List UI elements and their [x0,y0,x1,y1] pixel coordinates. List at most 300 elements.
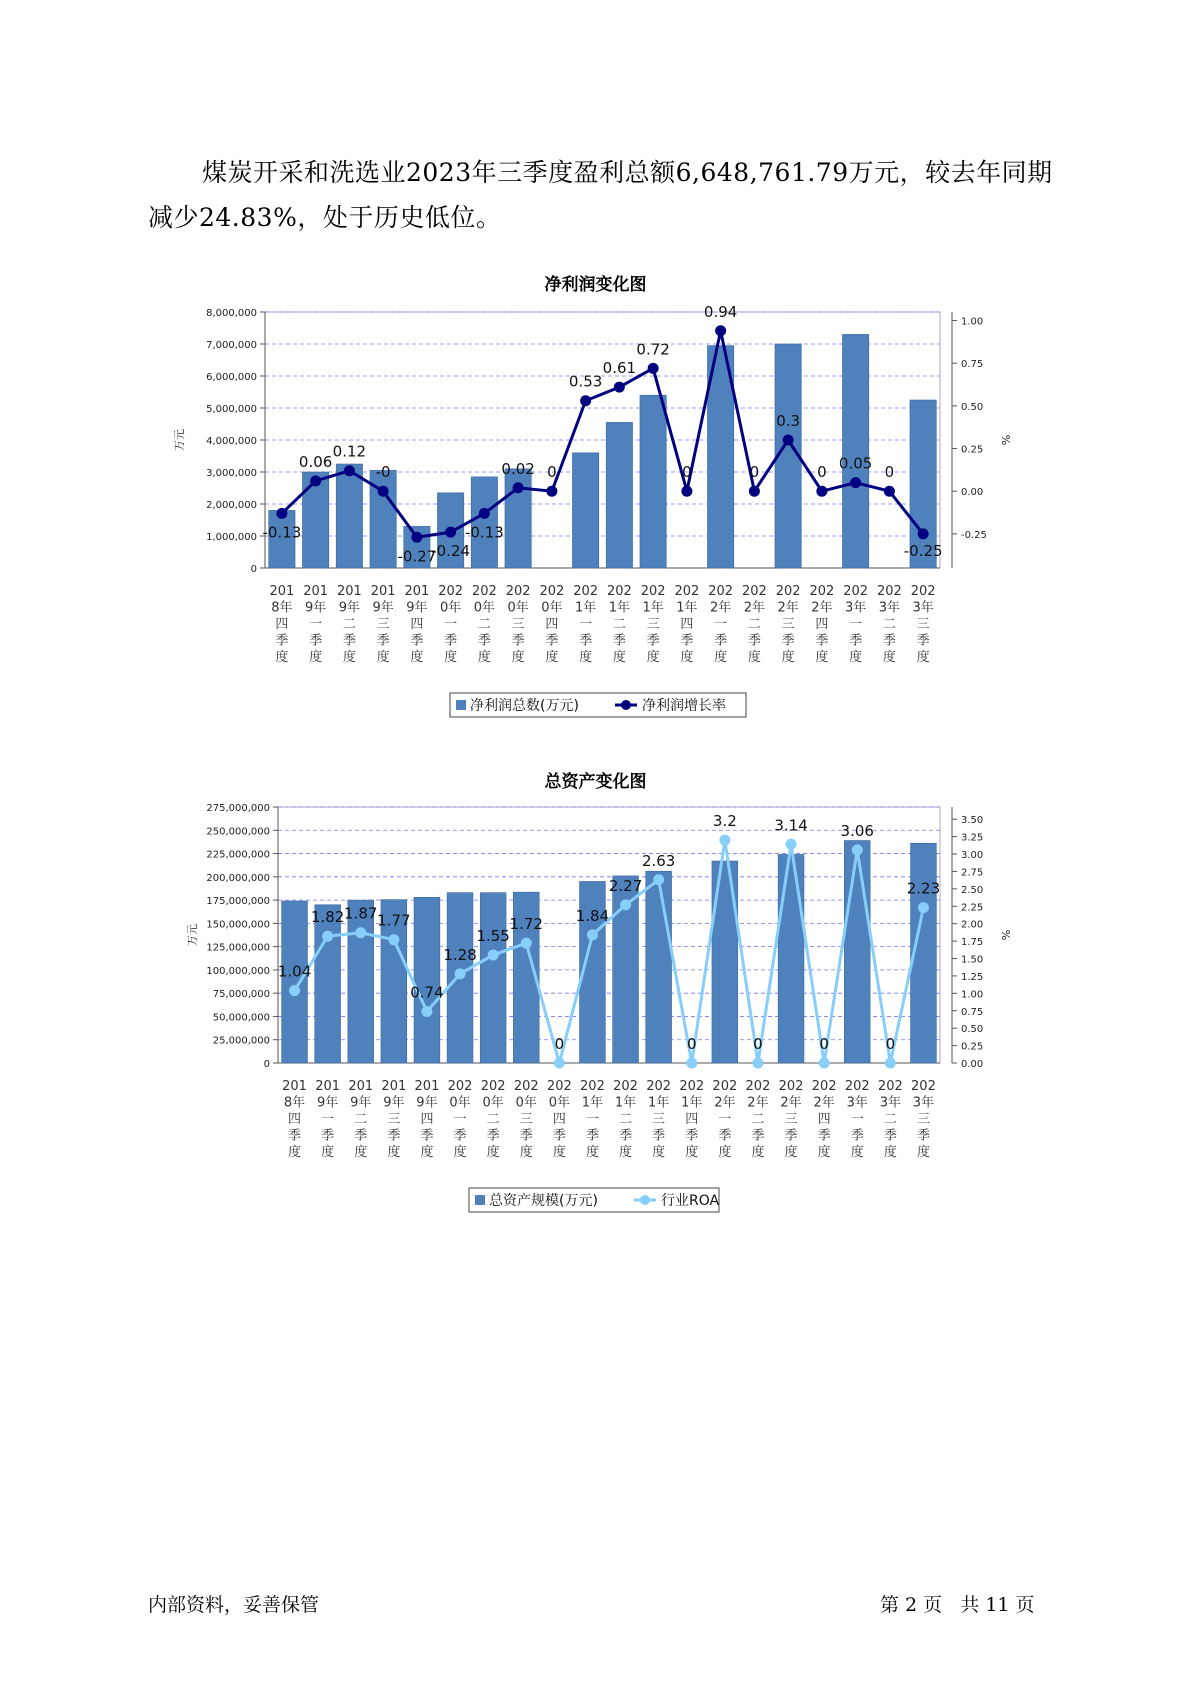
y2-tick-label: 2.00 [961,919,984,931]
x-tick-label: 季 [718,1128,732,1144]
data-label: 1.72 [509,915,543,934]
x-tick-label: 度 [477,650,491,665]
x-tick-label: 三 [511,617,525,632]
x-tick-label: 度 [410,650,424,665]
x-tick-label: 季 [519,1128,533,1144]
x-tick-label: 季 [916,633,930,649]
data-label: 3.14 [774,816,808,835]
x-tick-label: 3年 [844,600,867,616]
x-tick-label: 2年 [709,600,732,616]
x-tick-label: 季 [453,1128,467,1144]
line-point [388,934,399,945]
y-axis-title: 万元 [173,429,186,451]
summary-text: 煤炭开采和洗选业2023年三季度盈利总额6,648,761.79万元，较去年同期减少24.83%，处于历史低位。 [148,158,1053,232]
x-tick-label: 季 [747,633,761,649]
x-tick-label: 201 [381,1079,407,1094]
summary-paragraph [148,150,1053,240]
x-tick-label: 度 [815,650,829,665]
line-point [884,486,895,497]
y2-tick-label: -0.25 [961,529,987,541]
x-tick-label: 202 [580,1079,605,1094]
x-tick-label: 度 [619,1145,633,1160]
x-tick-label: 度 [781,650,795,665]
x-tick-label: 季 [410,633,424,649]
x-tick-label: 9年 [372,600,394,616]
y-tick-label: 7,000,000 [206,340,257,351]
y2-tick-label: 2.75 [961,867,984,879]
line-point [686,1058,697,1069]
x-tick-label: 度 [652,1145,666,1160]
x-tick-label: 1年 [614,1095,637,1111]
x-tick-label: 0年 [515,1095,537,1111]
x-tick-label: 度 [486,1145,500,1160]
x-tick-label: 季 [916,1128,930,1144]
data-label: 0 [547,463,557,482]
x-tick-label: 度 [444,650,458,665]
x-tick-label: 二 [612,617,626,632]
x-tick-label: 度 [321,1145,335,1160]
x-tick-label: 季 [309,633,323,649]
x-tick-label: 季 [486,1128,500,1144]
bar [348,900,374,1063]
data-label: 0 [819,1035,829,1053]
x-tick-label: 202 [646,1079,672,1094]
x-tick-label: 1年 [642,600,664,616]
x-tick-label: 季 [477,633,491,649]
x-tick-label: 四 [275,617,289,632]
x-tick-label: 度 [585,1145,599,1160]
x-tick-label: 202 [910,584,936,599]
x-tick-label: 季 [882,633,896,649]
y-tick-label: 200,000,000 [206,872,270,884]
line-point [479,508,490,519]
data-label: 1.04 [277,962,312,981]
x-tick-label: 度 [552,1145,566,1160]
x-tick-label: 201 [404,584,430,599]
x-tick-label: 3年 [846,1095,868,1111]
x-tick-label: 202 [674,584,700,599]
x-tick-label: 202 [745,1079,771,1094]
y2-tick-label: 2.25 [961,902,984,914]
x-tick-label: 季 [612,633,626,649]
y2-tick-label: 3.25 [961,832,984,844]
y2-tick-label: 0.00 [961,1059,984,1070]
y-tick-label: 0 [250,564,257,575]
x-tick-label: 二 [619,1112,633,1127]
line-point [918,528,929,539]
x-tick-label: 度 [680,650,694,665]
net-profit-chart [0,300,1191,740]
x-tick-label: 二 [354,1112,368,1127]
x-tick-label: 2年 [777,600,799,616]
line-point [488,950,499,961]
x-tick-label: 季 [321,1128,335,1144]
line-point [852,844,863,855]
data-label: 0.72 [636,340,670,359]
data-label: 0 [749,463,760,482]
bar [282,901,308,1063]
data-label: -0.25 [903,541,943,560]
y-tick-label: 2,000,000 [206,500,257,511]
x-tick-label: 季 [376,633,390,649]
y2-axis-title: % [999,929,1012,941]
x-tick-label: 201 [315,1079,341,1094]
data-label: 3.06 [840,821,874,840]
x-tick-label: 202 [447,1079,473,1094]
x-tick-label: 季 [849,633,863,649]
line-point [445,527,456,538]
x-tick-label: 度 [751,1145,765,1160]
data-label: 1.55 [476,927,510,946]
data-label: -0 [375,463,391,482]
x-tick-label: 三 [784,1112,798,1127]
legend-bar-label: 净利润总数(万元) [470,698,579,714]
x-tick-label: 季 [342,633,356,649]
x-tick-label: 度 [882,650,896,665]
x-tick-label: 201 [414,1079,440,1094]
y2-tick-label: 2.50 [961,884,984,896]
x-tick-label: 度 [646,650,660,665]
x-tick-label: 202 [708,584,734,599]
y-tick-label: 6,000,000 [206,372,257,383]
x-tick-label: 0年 [439,600,462,616]
x-tick-label: 一 [444,617,458,632]
x-tick-label: 三 [376,617,390,632]
y-tick-label: 3,000,000 [206,468,257,479]
line-point [289,985,300,996]
y2-tick-label: 1.00 [961,989,984,1001]
x-tick-label: 三 [652,1112,666,1127]
x-tick-label: 9年 [304,600,327,616]
x-tick-label: 8年 [283,1095,306,1111]
x-tick-label: 202 [640,584,666,599]
y2-tick-label: 1.00 [961,316,984,328]
x-tick-label: 0年 [473,600,496,616]
line-point [783,435,794,446]
data-label: 2.27 [608,876,643,895]
x-tick-label: 度 [685,1145,699,1160]
x-tick-label: 2年 [747,1095,769,1111]
x-tick-label: 一 [579,617,593,632]
line-point [614,382,625,393]
x-tick-label: 201 [303,584,329,599]
legend-line-label: 行业ROA [661,1193,720,1209]
data-label: 0 [817,463,827,482]
x-tick-label: 度 [612,650,626,665]
x-tick-label: 季 [751,1128,765,1144]
legend-line-label: 净利润增长率 [642,698,726,714]
line-point [521,938,532,949]
line-point [355,927,366,938]
x-tick-label: 度 [579,650,593,665]
x-tick-label: 0年 [541,600,563,616]
line-point [681,486,692,497]
line-point [344,465,355,476]
x-tick-label: 二 [747,617,761,632]
x-tick-label: 四 [685,1112,699,1127]
bar [640,395,666,568]
line-point [885,1058,896,1069]
x-tick-label: 1年 [648,1095,670,1111]
x-tick-label: 0年 [482,1095,504,1111]
x-tick-label: 1年 [581,1095,604,1111]
y-tick-label: 175,000,000 [206,896,270,908]
data-label: 3.2 [712,812,737,831]
x-tick-label: 季 [685,1128,699,1144]
x-tick-label: 3年 [912,1095,935,1111]
data-label: 1.82 [310,908,345,927]
y2-tick-label: 0.50 [961,401,984,413]
x-tick-label: 度 [849,650,863,665]
x-tick-label: 季 [585,1128,599,1144]
y2-tick-label: 1.25 [961,971,984,983]
x-tick-label: 8年 [271,600,293,616]
x-tick-label: 度 [545,650,559,665]
x-tick-label: 四 [817,1112,831,1127]
legend-line-marker [621,700,631,710]
x-tick-label: 四 [410,617,424,632]
data-label: 1.77 [377,911,411,930]
line-point [850,477,861,488]
y-tick-label: 100,000,000 [206,965,270,977]
y2-tick-label: 1.75 [961,937,984,949]
x-tick-label: 1年 [574,600,597,616]
line-point [580,395,591,406]
data-label: -0.13 [262,523,302,542]
y2-axis-title: % [999,434,1012,446]
x-tick-label: 202 [775,584,801,599]
x-tick-label: 度 [519,1145,533,1160]
x-tick-label: 度 [420,1145,434,1160]
x-tick-label: 202 [438,584,464,599]
x-tick-label: 202 [809,584,835,599]
data-label: 0 [682,463,692,482]
footer-page-number: 第 2 页 共 11 页 [880,1594,1035,1616]
x-tick-label: 一 [850,1112,864,1127]
line-point [378,486,389,497]
x-tick-label: 9年 [383,1095,405,1111]
x-tick-label: 202 [573,584,599,599]
x-tick-label: 四 [288,1112,302,1127]
x-tick-label: 度 [453,1145,467,1160]
line-point [648,363,659,374]
legend-bar-label: 总资产规模(万元) [489,1193,598,1209]
data-label: 0 [686,1035,697,1053]
y2-tick-label: 0.75 [961,359,984,371]
x-tick-label: 9年 [406,600,428,616]
x-tick-label: 二 [751,1112,765,1127]
y-tick-label: 25,000,000 [212,1035,270,1047]
data-label: -0.24 [431,542,471,561]
legend-bar-swatch [456,700,466,710]
x-tick-label: 一 [453,1112,467,1127]
line-point [816,486,827,497]
x-tick-label: 四 [815,617,829,632]
x-tick-label: 三 [916,617,930,632]
y2-tick-label: 1.50 [961,954,984,966]
x-tick-label: 9年 [338,600,361,616]
line-point [749,486,760,497]
x-tick-label: 季 [288,1128,302,1144]
x-tick-label: 季 [781,633,795,649]
y-tick-label: 5,000,000 [206,404,257,415]
x-tick-label: 0年 [548,1095,570,1111]
total-assets-chart [0,795,1191,1235]
x-tick-label: 202 [741,584,767,599]
line-point [653,874,664,885]
x-tick-label: 季 [420,1128,434,1144]
footer-confidential: 内部资料，妥善保管 [148,1594,320,1616]
x-tick-label: 季 [652,1128,666,1144]
x-tick-label: 一 [321,1112,335,1127]
x-tick-label: 202 [843,584,869,599]
bar [646,871,672,1063]
line-point [513,482,524,493]
x-tick-label: 0年 [449,1095,471,1111]
x-tick-label: 度 [718,1145,732,1160]
x-tick-label: 季 [579,633,593,649]
x-tick-label: 度 [354,1145,368,1160]
x-tick-label: 0年 [507,600,529,616]
x-tick-label: 季 [817,1128,831,1144]
data-label: 0.05 [838,454,873,473]
x-tick-label: 3年 [878,600,901,616]
x-tick-label: 二 [477,617,491,632]
x-tick-label: 202 [712,1079,738,1094]
data-label: 0.02 [501,459,535,478]
line-point [546,486,557,497]
x-tick-label: 二 [883,1112,897,1127]
x-tick-label: 四 [552,1112,566,1127]
data-label: 0.12 [332,442,367,461]
data-label: 1.84 [575,906,610,925]
x-tick-label: 度 [817,1145,831,1160]
x-tick-label: 度 [342,650,356,665]
y2-tick-label: 3.50 [961,815,984,827]
x-tick-label: 一 [849,617,863,632]
y-axis-title: 万元 [186,924,199,946]
x-tick-label: 季 [646,633,660,649]
x-tick-label: 202 [876,584,902,599]
y-tick-label: 75,000,000 [212,989,270,1001]
x-tick-label: 度 [916,650,930,665]
x-tick-label: 三 [387,1112,401,1127]
legend-bar-swatch [475,1195,485,1205]
x-tick-label: 季 [680,633,694,649]
y-tick-label: 250,000,000 [206,826,270,838]
y-tick-label: 8,000,000 [206,308,257,319]
x-tick-label: 2年 [811,600,833,616]
x-tick-label: 季 [883,1128,897,1144]
y2-tick-label: 0.75 [961,1006,984,1018]
x-tick-label: 度 [309,650,323,665]
x-tick-label: 2年 [780,1095,802,1111]
x-tick-label: 季 [619,1128,633,1144]
x-tick-label: 202 [679,1079,705,1094]
x-tick-label: 一 [714,617,728,632]
data-label: 0 [885,1035,896,1053]
x-tick-label: 季 [387,1128,401,1144]
data-label: 2.23 [906,879,941,898]
x-tick-label: 度 [376,650,390,665]
line-point [752,1058,763,1069]
x-tick-label: 201 [336,584,362,599]
y2-tick-label: 0.25 [961,444,984,456]
line-point [554,1058,565,1069]
line-point [322,931,333,942]
bar [315,905,341,1063]
bar [336,464,362,568]
x-tick-label: 9年 [416,1095,438,1111]
x-tick-label: 季 [815,633,829,649]
data-label: 0.61 [602,359,637,378]
x-tick-label: 四 [420,1112,434,1127]
y-tick-label: 150,000,000 [206,919,270,931]
data-label: -0.13 [464,523,504,542]
data-label: 0 [753,1035,763,1053]
x-tick-label: 2年 [743,600,766,616]
y-tick-label: 1,000,000 [206,532,257,543]
x-tick-label: 二 [486,1112,500,1127]
x-tick-label: 一 [309,617,323,632]
legend-line-marker [640,1195,650,1205]
bar [778,854,804,1063]
y-tick-label: 225,000,000 [206,849,270,861]
x-tick-label: 2年 [714,1095,736,1111]
line-point [918,902,929,913]
x-tick-label: 三 [646,617,660,632]
x-tick-label: 度 [784,1145,798,1160]
data-label: 0.74 [410,983,444,1002]
data-label: 0.53 [568,372,603,391]
data-label: -0.27 [397,547,437,566]
line-point [455,968,466,979]
chart-1-title: 净利润变化图 [544,275,647,295]
x-tick-label: 1年 [608,600,631,616]
bar [842,334,868,568]
x-tick-label: 202 [877,1079,903,1094]
x-tick-label: 202 [513,1079,539,1094]
x-tick-label: 季 [511,633,525,649]
y-tick-label: 125,000,000 [206,942,270,954]
x-tick-label: 度 [288,1145,302,1160]
x-tick-label: 201 [370,584,396,599]
x-tick-label: 202 [505,584,531,599]
line-point [620,899,631,910]
x-tick-label: 季 [850,1128,864,1144]
y-tick-label: 4,000,000 [206,436,257,447]
x-tick-label: 202 [911,1079,936,1094]
y2-tick-label: 0.50 [961,1024,984,1036]
x-tick-label: 季 [552,1128,566,1144]
x-tick-label: 201 [269,584,295,599]
x-tick-label: 202 [613,1079,638,1094]
x-tick-label: 202 [471,584,497,599]
x-tick-label: 2年 [813,1095,835,1111]
line-point [276,508,287,519]
x-tick-label: 1年 [676,600,698,616]
x-tick-label: 一 [718,1112,732,1127]
line-point [719,835,730,846]
line-point [786,839,797,850]
data-label: 0 [554,1035,565,1053]
x-tick-label: 202 [539,584,565,599]
chart-2-title: 总资产变化图 [544,772,647,792]
x-tick-label: 二 [342,617,356,632]
x-tick-label: 1年 [681,1095,703,1111]
y2-tick-label: 0.25 [961,1041,984,1053]
data-label: 2.63 [641,851,676,870]
